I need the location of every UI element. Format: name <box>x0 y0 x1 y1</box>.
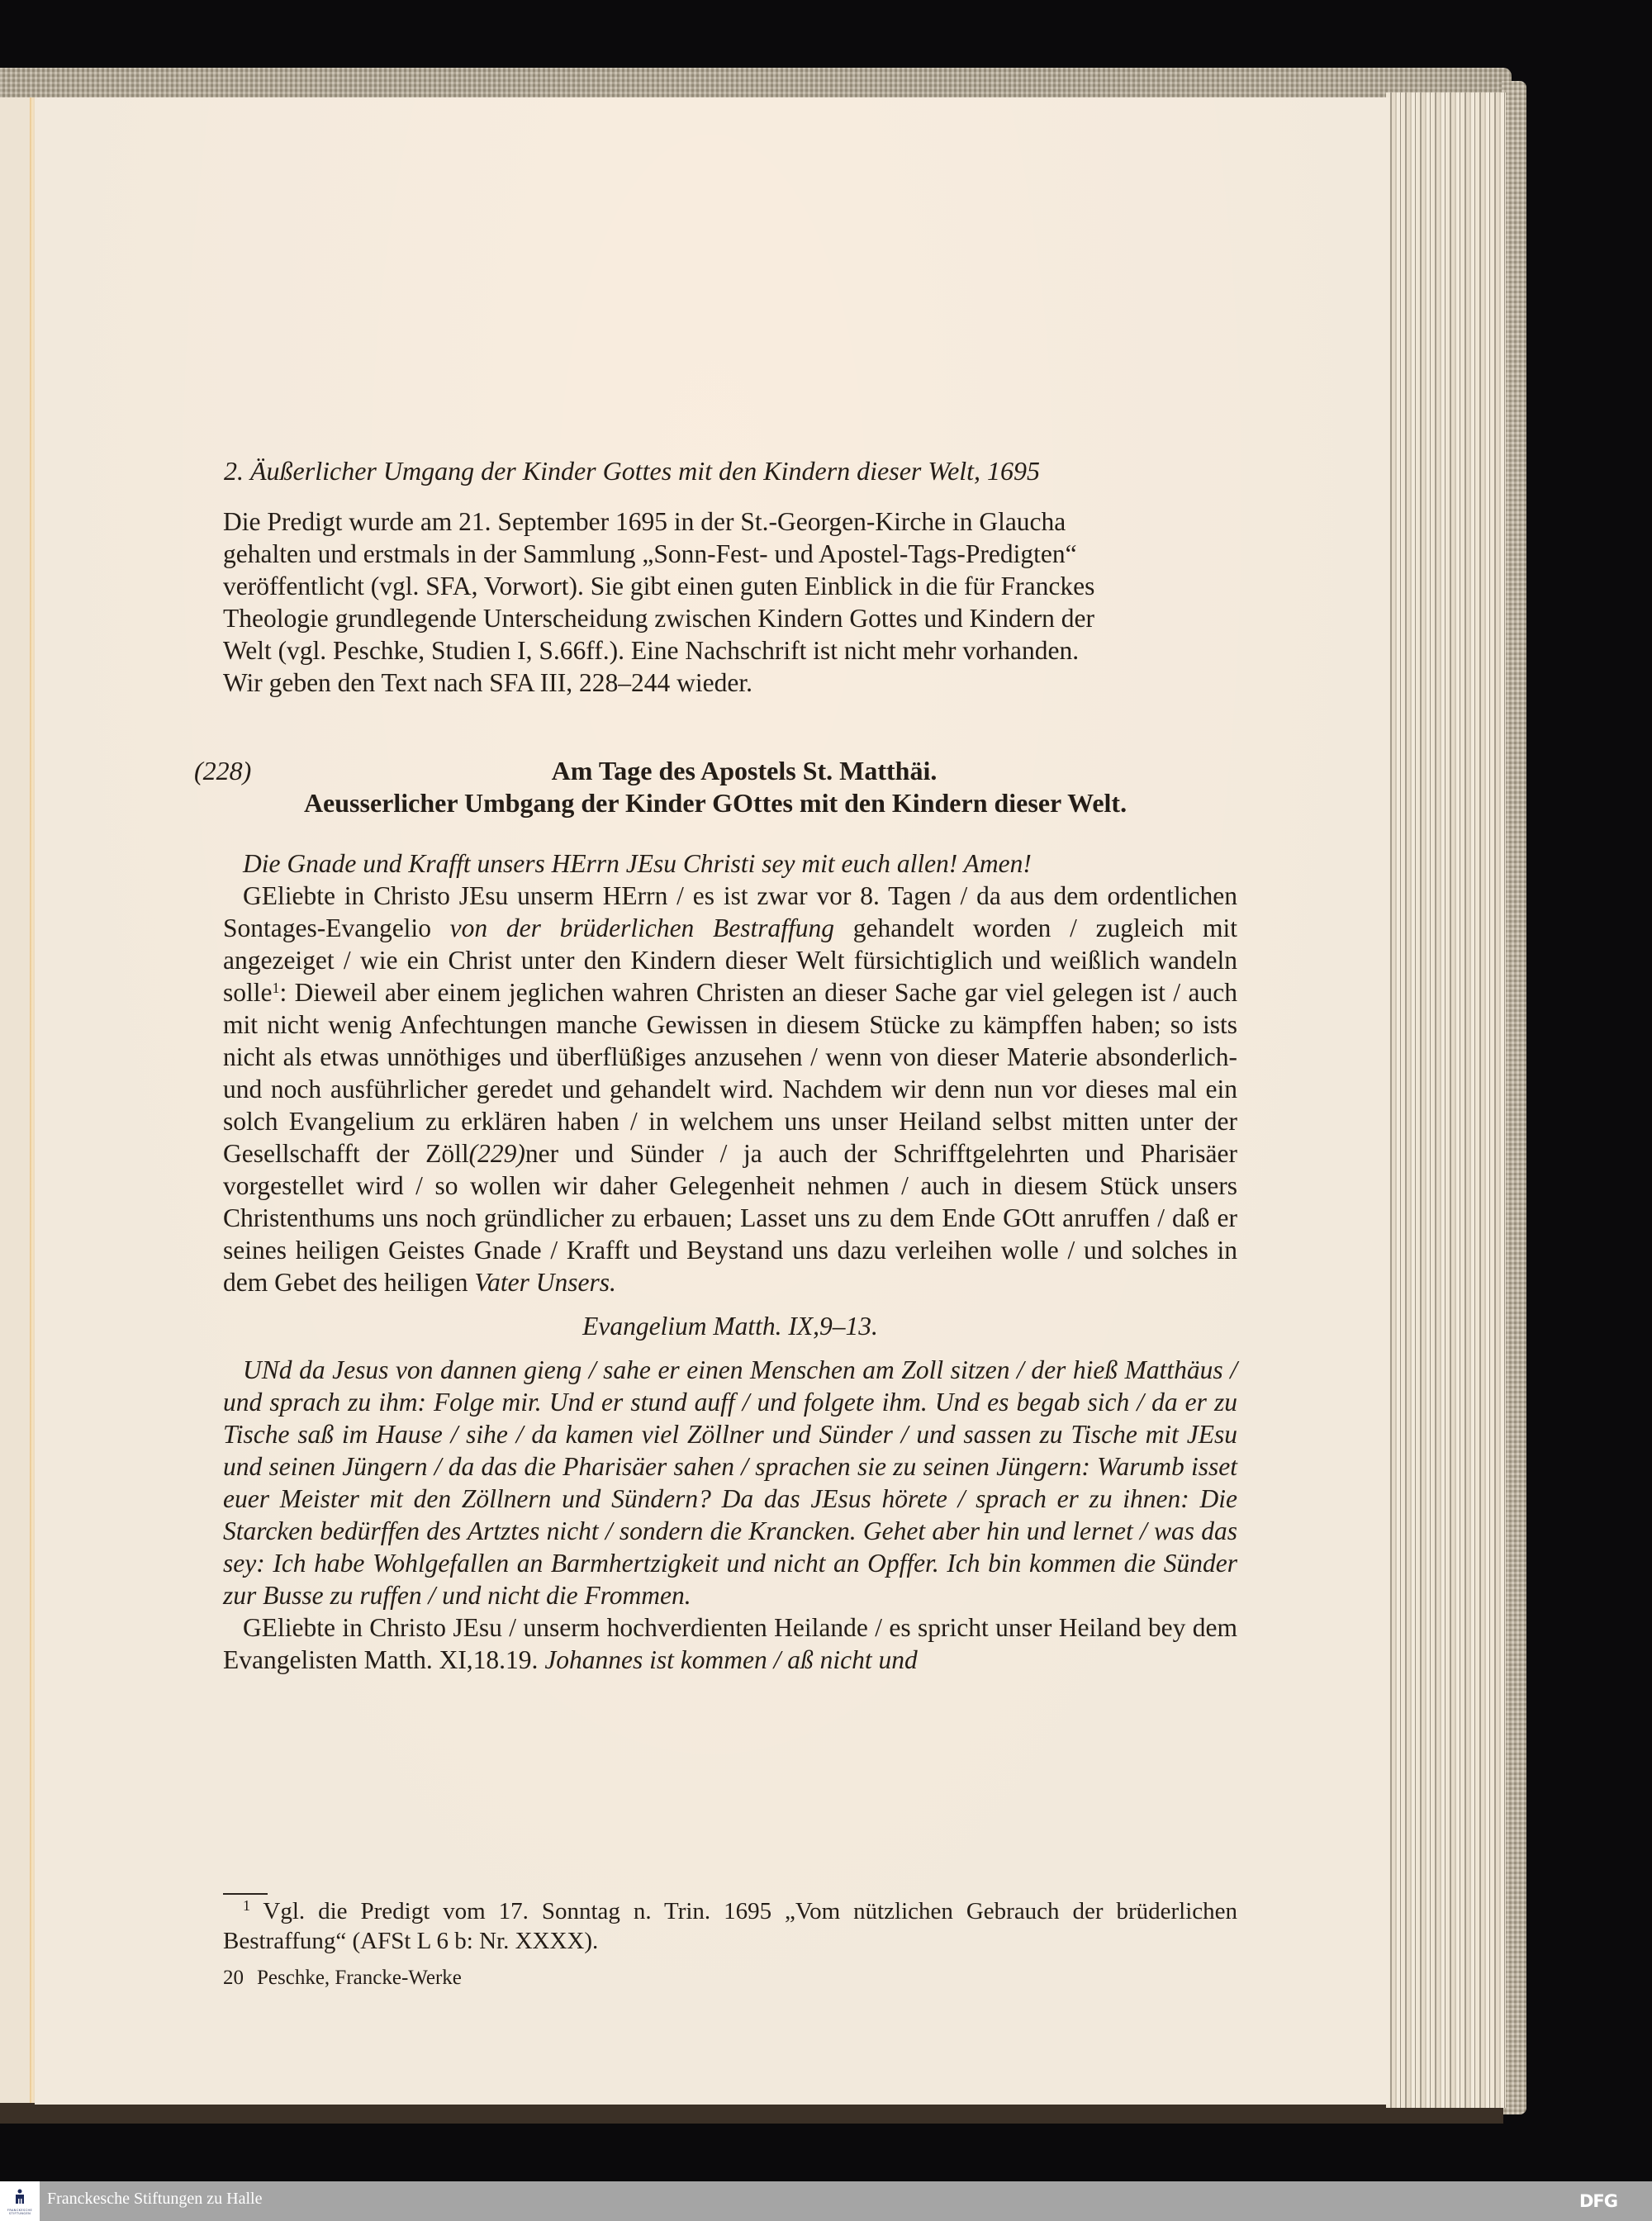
logo-caption <box>2 2209 38 2215</box>
feast-day-heading: Am Tage des Apostels St. Matthäi. <box>551 756 938 785</box>
editorial-intro <box>223 505 1237 699</box>
paragraph-1 <box>223 880 1237 1298</box>
book-board-bottom <box>0 2102 1503 2124</box>
paragraph-text: ner und Sünder / ja auch der Schrifftgelehrten und Pharisäer vorgestellet wird / so wollen wir daher Gelegenheit nehmen / auch in diesem Stück unsers Christenthums uns noch gründlicher zu erbauen; Lasset uns zu dem Ende GOtt anruffen / daß er seines heiligen Geistes Gnade / Krafft und Beystand uns dazu verleihen wolle / und solches in dem Gebet des heiligen <box>223 1139 1238 1297</box>
paragraph-2 <box>223 1611 1237 1676</box>
footnote-1 <box>223 1896 1237 1956</box>
paragraph-text: GEliebte in Christo JEsu / unserm hochverdienten Heilande / es spricht unser Heiland bey dem Evangelisten Matth. XI,18.19. <box>223 1613 1237 1674</box>
paragraph-text: GEliebte in Christo JEsu unserm HErrn / es ist zwar vor 8. Tagen / da aus dem ordentlichen Sontages-Evangelio <box>223 881 1237 942</box>
intro-line: Wir geben den Text nach SFA III, 228–244 wieder. <box>223 668 752 697</box>
paragraph-text: : Dieweil aber einem jeglichen wahren Christen an dieser Sache gar viel gelegen ist / auch mit nicht wenig Anfechtungen manche Gewissen in diesem Stücke zu kämpffen haben; so ists nicht als etwas unnöthiges und überflüßiges anzusehen / wenn von dieser Materie absonderlich- und noch ausführlicher geredet und gehandelt wird. Nachdem wir denn nun vor dieses mal ein solch Evangelium zu erklären haben / in welchem uns unser Heiland selbst mitten unter der Gesellschafft der Zöll <box>223 978 1237 1168</box>
inline-page-reference: (229) <box>468 1139 525 1168</box>
source-page-reference: (228) <box>194 756 252 785</box>
logo-caption-line: STIFTUNGEN <box>8 2212 31 2215</box>
footnote-text: Vgl. die Predigt vom 17. Sonntag n. Trin. 1695 „Vom nützlichen Gebrauch der brüderlichen Bestraffung“ (AFSt L 6 b: Nr. XXXX). <box>223 1898 1238 1954</box>
institution-logo[interactable] <box>0 2181 40 2221</box>
emphasis-text: Vater Unsers. <box>474 1268 616 1297</box>
printer-signature <box>223 1966 462 1991</box>
paragraph-text: gehandelt worden / zugleich mit angezeiget / wie ein Christ unter den Kindern dieser Welt fürsichtiglich und weißlich wandeln solle <box>223 914 1237 1007</box>
source-heading <box>194 755 1237 819</box>
intro-line: gehalten und erstmals in der Sammlung „Sonn-Fest- und Apostel-Tags-Predigten“ <box>223 539 1077 568</box>
section-title: 2. Äußerlicher Umgang der Kinder Gottes mit den Kindern dieser Welt, 1695 <box>224 456 1041 486</box>
salutation: Die Gnade und Krafft unsers HErrn JEsu Christi sey mit euch allen! Amen! <box>243 849 1032 878</box>
dfg-logo[interactable]: DFG <box>1578 2191 1617 2211</box>
signature-text: Peschke, Francke-Werke <box>257 1967 462 1989</box>
intro-line: Die Predigt wurde am 21. September 1695 in der St.-Georgen-Kirche in Glaucha <box>223 507 1066 536</box>
institution-name[interactable]: Franckesche Stiftungen zu Halle <box>47 2190 263 2208</box>
gospel-text: UNd da Jesus von dannen gieng / sahe er einen Menschen am Zoll sitzen / der hieß Matthäus / und sprach zu ihm: Folge mir. Und er stund auff / und folgete ihm. Und es begab sich / da er zu Tische saß im Hause / sihe / da kamen viel Zöllner und Sünder / und sassen zu Tische mit JEsu und seinen Jüngern / da das die Pharisäer sahen / sprachen sie zu seinen Jüngern: Warumb isset euer Meister mit den Zöllnern und Sündern? Da das JEsus hörete / sprach er zu ihnen: Die Starcken bedürffen des Artztes nicht / sondern die Krancken. Gehet aber hin und lernet / was das sey: Ich habe Wohlgefallen an Barmhertzigkeit und nicht an Opffer. Ich bin kommen die Sünder zur Busse zu ruffen / und nicht die Frommen. <box>223 1355 1237 1610</box>
sermon-body <box>223 847 1237 1676</box>
previous-page-sliver <box>0 97 30 2103</box>
footnote-divider <box>223 1893 268 1895</box>
sermon-heading: Aeusserlicher Umbgang der Kinder GOttes mit den Kindern dieser Welt. <box>303 788 1127 818</box>
page-fore-edge <box>1386 93 1506 2108</box>
foundation-statue-icon <box>15 2188 25 2204</box>
footer-bar <box>0 2181 1652 2221</box>
logo-caption-line: FRANCKESCHE <box>7 2209 33 2212</box>
emphasis-text: Johannes ist kommen / aß nicht und <box>544 1645 918 1674</box>
book-page <box>35 97 1389 2105</box>
book-cloth-top <box>0 68 1512 99</box>
signature-number: 20 <box>223 1967 244 1989</box>
footnote-mark: 1 <box>243 1897 250 1914</box>
emphasis-text: von der brüderlichen Bestraffung <box>449 914 835 942</box>
intro-line: veröffentlicht (vgl. SFA, Vorwort). Sie gibt einen guten Einblick in die für Franckes <box>223 572 1095 600</box>
intro-line: Theologie grundlegende Unterscheidung zwischen Kindern Gottes und Kindern der <box>223 604 1094 633</box>
footnote-reference[interactable]: 1 <box>272 980 280 996</box>
intro-line: Welt (vgl. Peschke, Studien I, S.66ff.). Eine Nachschrift ist nicht mehr vorhanden. <box>223 636 1080 665</box>
gospel-title: Evangelium Matth. IX,9–13. <box>582 1312 878 1341</box>
footnotes <box>223 1896 1237 1956</box>
